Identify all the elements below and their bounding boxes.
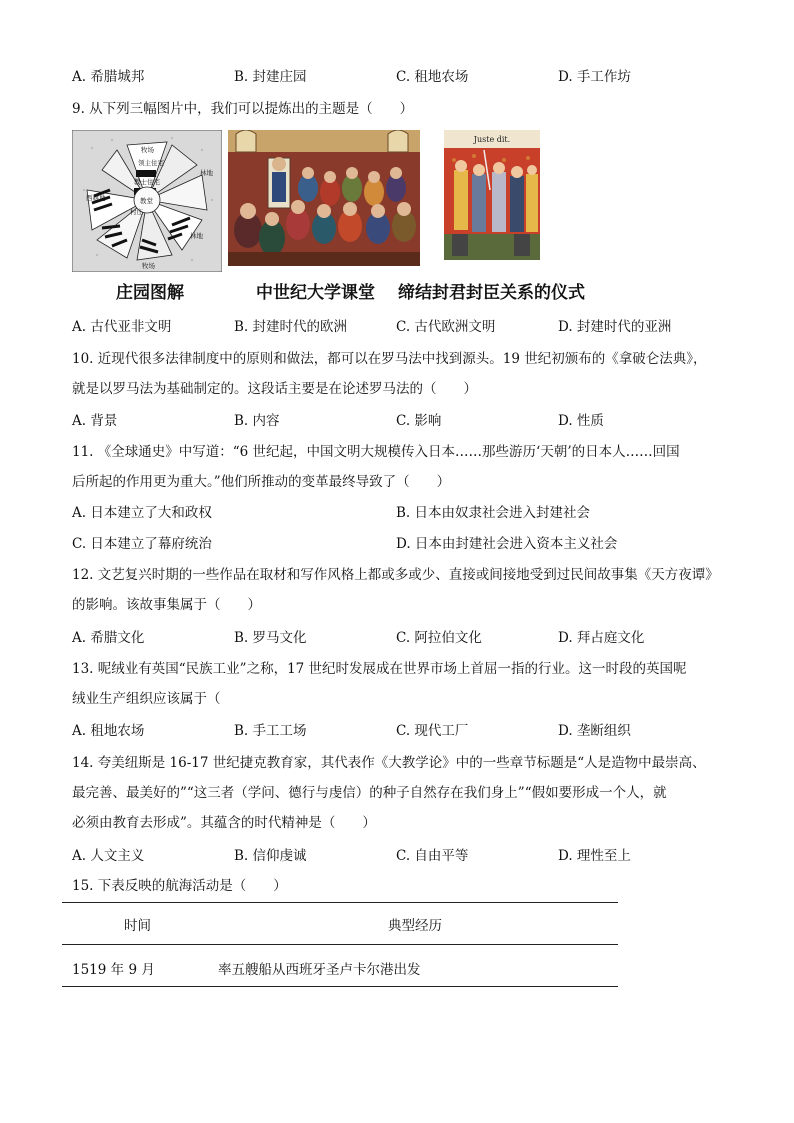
q14-line-1: 14. 夸美纽斯是 16-17 世纪捷克教育家，其代表作《大教学论》中的一些章节标题是“人是造物中最崇高、 bbox=[72, 755, 706, 771]
manor-label-woods-1: 林地 bbox=[200, 169, 213, 177]
q13-option-a[interactable]: A. 租地农场 bbox=[72, 723, 145, 739]
q12-option-d[interactable]: D. 拜占庭文化 bbox=[558, 630, 645, 646]
q13-line-2: 绒业生产组织应该属于（ bbox=[72, 691, 221, 707]
q11-line-1: 11. 《全球通史》中写道：“6 世纪起，中国文明大规模传入日本……那些游历‘天朝’的日本人……回国 bbox=[72, 444, 680, 460]
q14-options bbox=[72, 846, 732, 866]
q9-option-b[interactable]: B. 封建时代的欧洲 bbox=[234, 319, 348, 335]
q14-option-d[interactable]: D. 理性至上 bbox=[558, 848, 631, 864]
manor-label-pasture-2: 牧场 bbox=[142, 262, 155, 270]
q8-option-c[interactable]: C. 租地农场 bbox=[396, 69, 469, 85]
manor-label-priest-house: 教士住宅 bbox=[134, 178, 160, 186]
q11-option-a[interactable]: A. 日本建立了大和政权 bbox=[72, 505, 212, 521]
q12-option-b[interactable]: B. 罗马文化 bbox=[234, 630, 307, 646]
q8-option-a[interactable]: A. 希腊城邦 bbox=[72, 69, 145, 85]
q13-options bbox=[72, 721, 732, 741]
q14-option-c[interactable]: C. 自由平等 bbox=[396, 848, 469, 864]
table-cell-experience: 率五艘船从西班牙圣卢卡尔港出发 bbox=[218, 962, 421, 978]
manor-label-pasture: 牧场 bbox=[141, 146, 154, 154]
q8-option-d[interactable]: D. 手工作坊 bbox=[558, 69, 631, 85]
q10-line-2: 就是以罗马法为基础制定的。这段话主要是在论述罗马法的（ ） bbox=[72, 381, 477, 397]
q11-option-c[interactable]: C. 日本建立了幕府统治 bbox=[72, 536, 212, 552]
q11-stem bbox=[72, 437, 728, 497]
q14-line-2: 最完善、最美好的”“这三者（学问、德行与虔信）的种子自然存在我们身上”“假如要形成一个人，就 bbox=[72, 785, 667, 801]
table-top-rule bbox=[62, 902, 618, 903]
q12-option-c[interactable]: C. 阿拉伯文化 bbox=[396, 630, 482, 646]
manor-label-woods-2: 林地 bbox=[190, 232, 203, 240]
q11-option-d[interactable]: D. 日本由封建社会进入资本主义社会 bbox=[396, 536, 618, 552]
ceremony-banner-text: Juste dit. bbox=[473, 135, 511, 144]
q9-stem: 9. 从下列三幅图片中，我们可以提炼出的主题是（ ） bbox=[72, 101, 414, 117]
q13-option-d[interactable]: D. 垄断组织 bbox=[558, 723, 631, 739]
manor-label-church: 教堂 bbox=[140, 197, 153, 205]
q10-options bbox=[72, 411, 732, 431]
q10-option-a[interactable]: A. 背景 bbox=[72, 413, 118, 429]
q11-option-b[interactable]: B. 日本由奴隶社会进入封建社会 bbox=[396, 505, 591, 521]
q14-option-a[interactable]: A. 人文主义 bbox=[72, 848, 145, 864]
q8-options bbox=[72, 67, 732, 87]
caption-university: 中世纪大学课堂 bbox=[256, 283, 375, 303]
manor-label-lord-house: 领主住宅 bbox=[138, 159, 164, 167]
q10-line-1: 10. 近现代很多法律制度中的原则和做法，都可以在罗马法中找到源头。19 世纪初颁布的《拿破仑法典》， bbox=[72, 351, 707, 367]
manor-label-village: 村庄 bbox=[130, 208, 143, 216]
q9-option-a[interactable]: A. 古代亚非文明 bbox=[72, 319, 172, 335]
q9-option-c[interactable]: C. 古代欧洲文明 bbox=[396, 319, 496, 335]
q14-stem bbox=[72, 748, 728, 838]
q15-stem: 15. 下表反映的航海活动是（ ） bbox=[72, 878, 287, 894]
q13-option-c[interactable]: C. 现代工厂 bbox=[396, 723, 469, 739]
q10-option-c[interactable]: C. 影响 bbox=[396, 413, 442, 429]
q9-options bbox=[72, 317, 732, 337]
q9-images bbox=[72, 130, 632, 310]
q8-option-b[interactable]: B. 封建庄园 bbox=[234, 69, 307, 85]
caption-manor: 庄园图解 bbox=[116, 283, 184, 303]
table-header-experience: 典型经历 bbox=[388, 918, 442, 934]
q12-line-1: 12. 文艺复兴时期的一些作品在取材和写作风格上都或多或少、直接或间接地受到过民间故事集《天方夜谭》 bbox=[72, 567, 719, 583]
q12-options bbox=[72, 628, 732, 648]
q11-options-row-2 bbox=[72, 534, 732, 554]
q14-line-3: 必须由教育去形成”。其蕴含的时代精神是（ ） bbox=[72, 815, 376, 831]
q12-line-2: 的影响。该故事集属于（ ） bbox=[72, 597, 261, 613]
q12-stem bbox=[72, 560, 728, 620]
q10-option-b[interactable]: B. 内容 bbox=[234, 413, 280, 429]
table-header-time: 时间 bbox=[124, 918, 151, 934]
caption-ceremony: 缔结封君封臣关系的仪式 bbox=[398, 283, 585, 303]
vassalage-ceremony-image bbox=[444, 130, 540, 260]
q10-stem bbox=[72, 344, 728, 404]
q11-options-row-1 bbox=[72, 503, 732, 523]
q10-option-d[interactable]: D. 性质 bbox=[558, 413, 604, 429]
manor-label-west-field: 西耕地 bbox=[86, 194, 106, 202]
q11-line-2: 后所起的作用更为重大。”他们所推动的变革最终导致了（ ） bbox=[72, 474, 451, 490]
university-classroom-image bbox=[228, 130, 420, 266]
q14-option-b[interactable]: B. 信仰虔诚 bbox=[234, 848, 307, 864]
q9-option-d[interactable]: D. 封建时代的亚洲 bbox=[558, 319, 672, 335]
manor-diagram-image bbox=[72, 130, 222, 272]
table-bottom-rule bbox=[62, 986, 618, 987]
table-header-rule bbox=[62, 944, 618, 945]
q13-stem bbox=[72, 654, 728, 714]
q13-option-b[interactable]: B. 手工工场 bbox=[234, 723, 307, 739]
q13-line-1: 13. 呢绒业有英国“民族工业”之称，17 世纪时发展成在世界市场上首屈一指的行业。这一时段的英国呢 bbox=[72, 661, 687, 677]
q12-option-a[interactable]: A. 希腊文化 bbox=[72, 630, 145, 646]
table-cell-time: 1519 年 9 月 bbox=[72, 962, 155, 978]
